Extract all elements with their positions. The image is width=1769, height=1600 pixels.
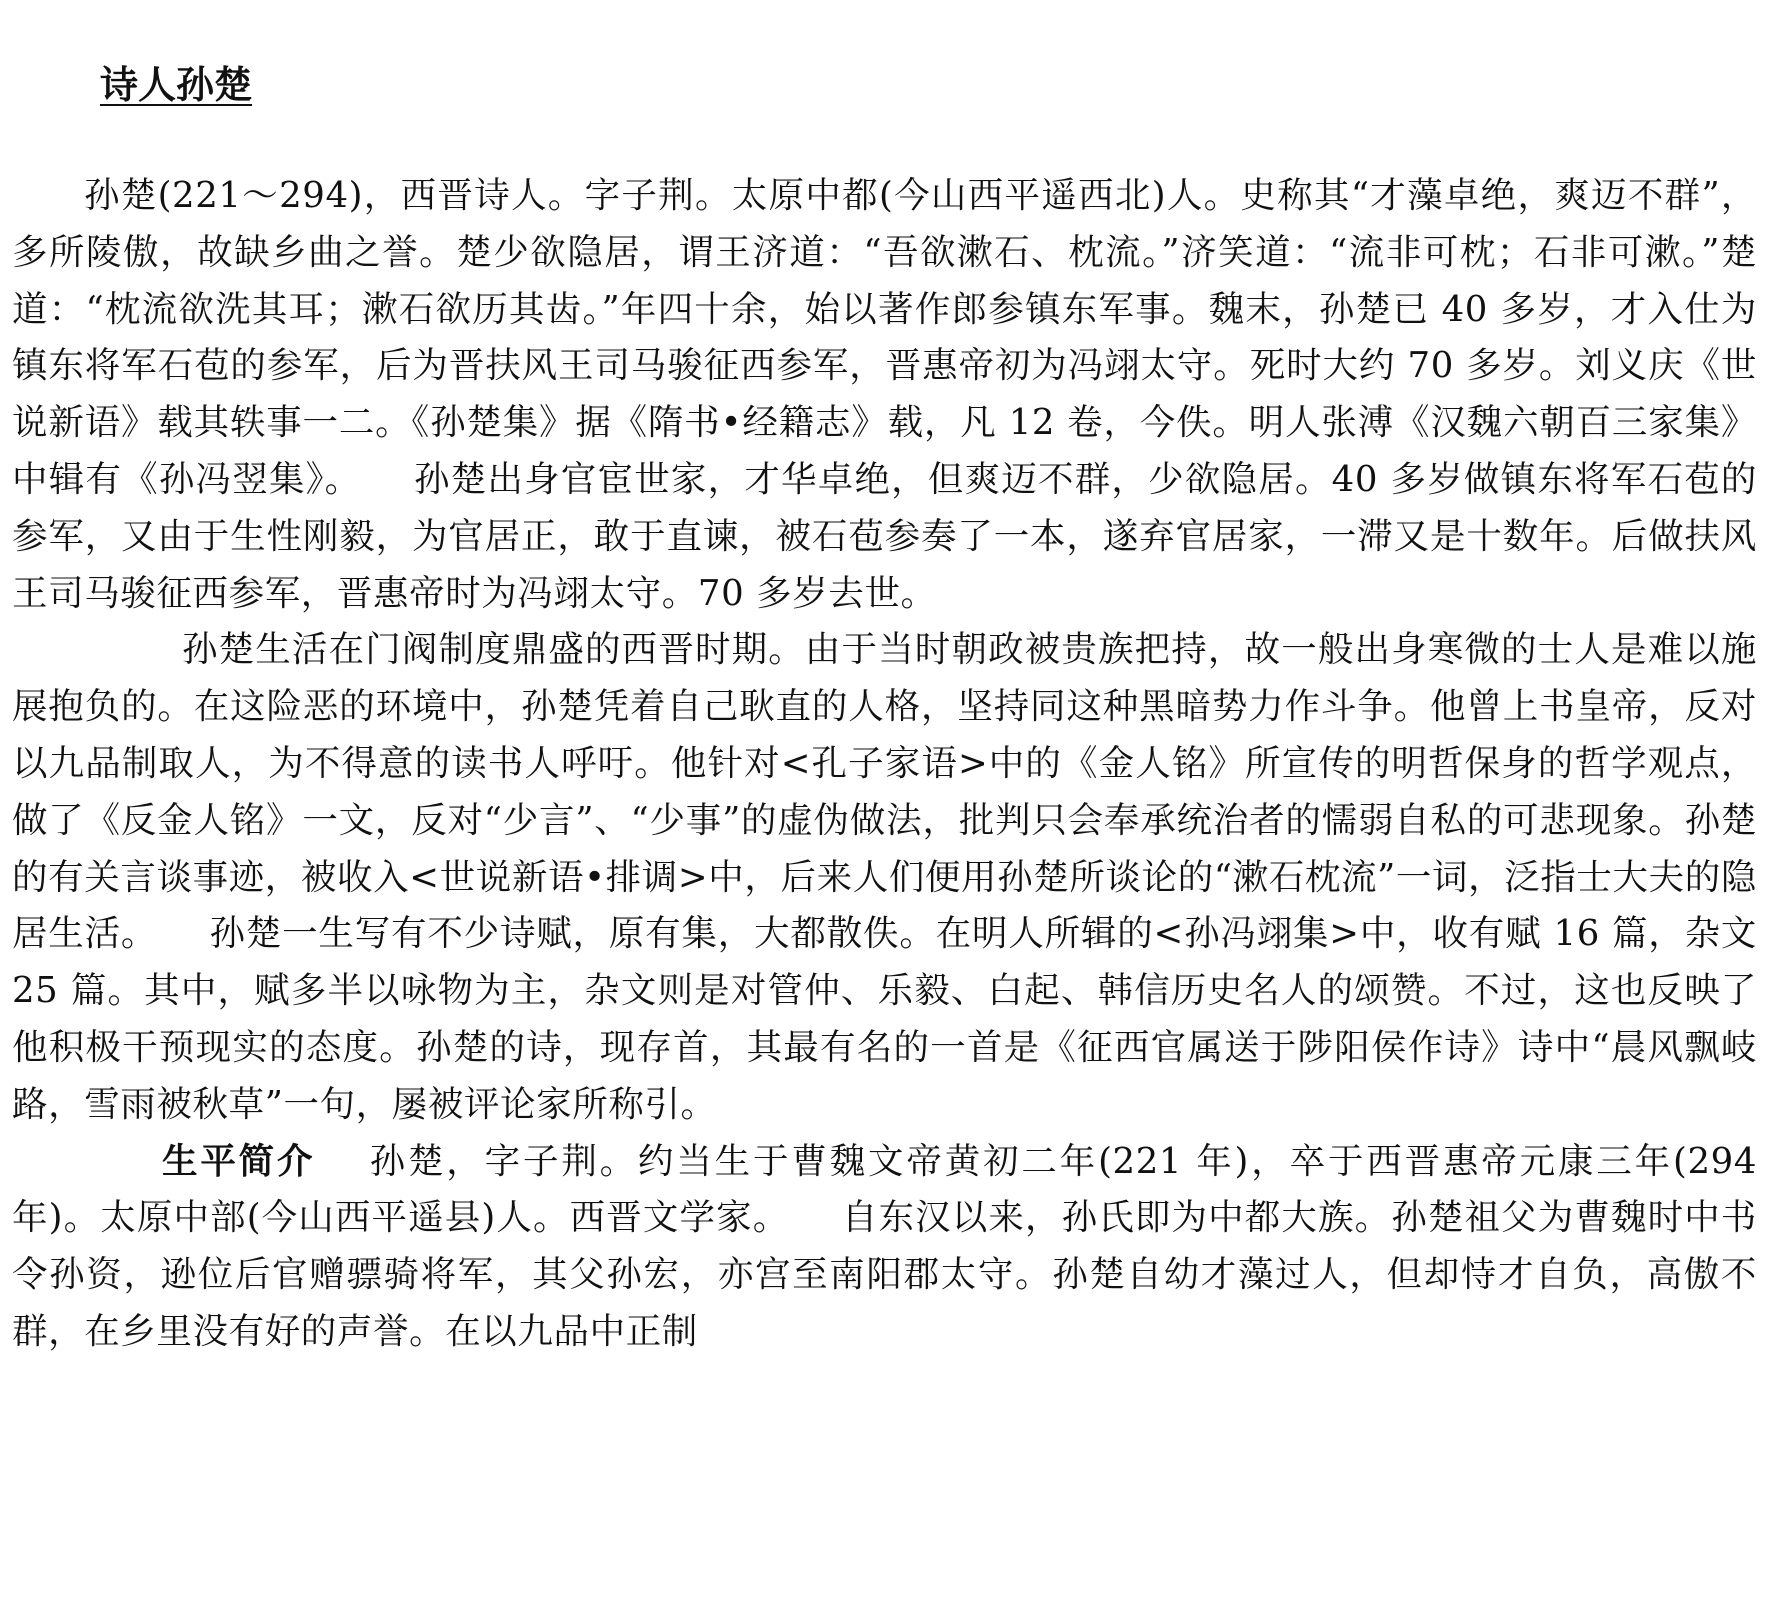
section-heading: 生平简介 — [162, 1140, 316, 1182]
paragraph-life-context-part2: 孙楚一生写有不少诗赋，原有集，大都散佚。在明人所辑的<孙冯翊集>中，收有赋 16 篇，杂文 25 篇。其中，赋多半以咏物为主，杂文则是对管仲、乐毅、白起、韩信历史名人的颂赞。不过，这也反映了他积极干预现实的态度。孙楚的诗，现存首，其最有名的一首是《征西官属送于陟阳侯作诗》诗中“晨风飘岐路，雪雨被秋草”一句，屡被评论家所称引。 — [12, 913, 1758, 1125]
paragraph-biography-part2: 孙楚出身官宦世家，才华卓绝，但爽迈不群，少欲隐居。40 多岁做镇东将军石苞的参军，又由于生性刚毅，为官居正，敢于直谏，被石苞参奏了一本，遂弃官居家，一滞又是十数年。后做扶风王司马骏征西参军，晋惠帝时为冯翊太守。70 多岁去世。 — [12, 458, 1757, 614]
paragraph-biography — [12, 168, 1757, 622]
paragraph-life-context — [12, 622, 1757, 1133]
document-title: 诗人孙楚 — [100, 62, 253, 107]
paragraph-life-summary — [12, 1134, 1757, 1361]
document-page — [12, 60, 1757, 1361]
paragraph-life-context-part1: 孙楚生活在门阀制度鼎盛的西晋时期。由于当时朝政被贵族把持，故一般出身寒微的士人是难以施展抱负的。在这险恶的环境中，孙楚凭着自己耿直的人格，坚持同这种黑暗势力作斗争。他曾上书皇帝，反对以九品制取人，为不得意的读书人呼吁。他针对<孔子家语>中的《金人铭》所宣传的明哲保身的哲学观点，做了《反金人铭》一文，反对“少言”、“少事”的虚伪做法，批判只会奉承统治者的懦弱自私的可悲现象。孙楚的有关言谈事迹，被收入<世说新语•排调>中，后来人们便用孙楚所谈论的“漱石枕流”一词，泛指士大夫的隐居生活。 — [12, 629, 1757, 955]
paragraph-biography-part1: 孙楚(221～294)，西晋诗人。字子荆。太原中都(今山西平遥西北)人。史称其“才藻卓绝，爽迈不群”，多所陵傲，故缺乡曲之誉。楚少欲隐居，谓王济道：“吾欲漱石、枕流。”济笑道：“流非可枕；石非可漱。”楚道：“枕流欲洗其耳；漱石欲历其齿。”年四十余，始以著作郎参镇东军事。魏末，孙楚已 40 多岁，才入仕为镇东将军石苞的参军，后为晋扶风王司马骏征西参军，晋惠帝初为冯翊太守。死时大约 70 多岁。刘义庆《世说新语》载其轶事一二。《孙楚集》据《隋书•经籍志》载，凡 12 卷，今佚。明人张溥《汉魏六朝百三家集》中辑有《孙冯翌集》。 — [12, 175, 1757, 500]
paragraph-life-summary-part2: 自东汉以来，孙氏即为中都大族。孙楚祖父为曹魏时中书令孙资，逊位后官赠骠骑将军，其父孙宏，亦宫至南阳郡太守。孙楚自幼才藻过人，但却恃才自负，高傲不群，在乡里没有好的声誉。在以九品中正制 — [12, 1197, 1757, 1352]
paragraph-life-summary-part1: 孙楚，字子荆。约当生于曹魏文帝黄初二年(221 年)，卒于西晋惠帝元康三年(294 年)。太原中部(今山西平遥县)人。西晋文学家。 — [12, 1140, 1758, 1239]
